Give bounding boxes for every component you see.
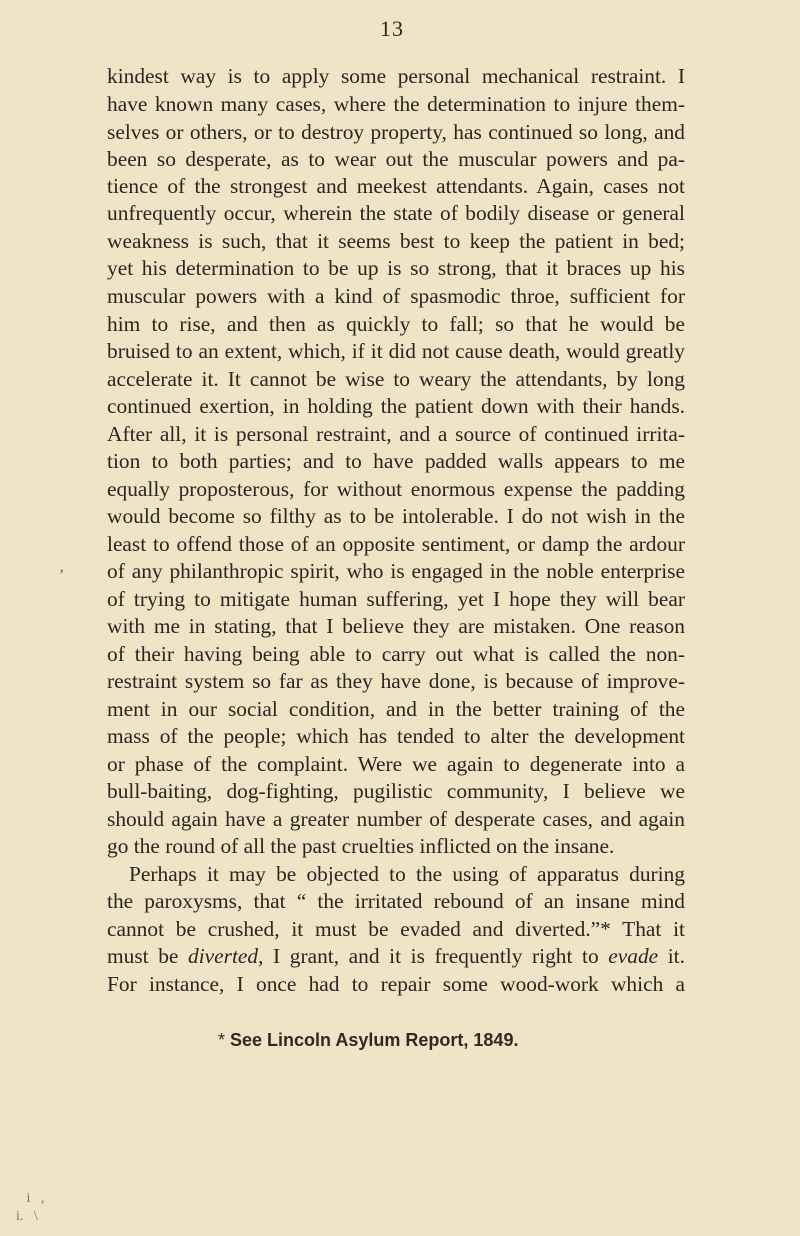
text-line: tion to both parties; and to have padded walls appears to me	[107, 449, 685, 473]
italic-evade: evade	[608, 944, 659, 968]
text-line: have known many cases, where the determination to injure them-	[107, 92, 685, 116]
text-line: tience of the strongest and meekest attendants. Again, cases not	[107, 174, 685, 198]
italic-diverted: diverted	[188, 944, 259, 968]
paragraph-2-line: cannot be crushed, it must be evaded and diverted.”* That it	[107, 917, 685, 941]
text-line: muscular powers with a kind of spasmodic throe, sufficient for	[107, 284, 685, 308]
text-line: him to rise, and then as quickly to fall; so that he would be	[107, 312, 685, 336]
text-line: bruised to an extent, which, if it did not cause death, would greatly	[107, 339, 685, 363]
text-line: with me in stating, that I believe they are mistaken. One reason	[107, 614, 685, 638]
text-line: accelerate it. It cannot be wise to weary the attendants, by long	[107, 367, 685, 391]
footnote-mark: *	[218, 1030, 226, 1050]
text-line: least to offend those of an opposite sentiment, or damp the ardour	[107, 532, 685, 556]
edge-marks: i , i. \	[16, 1191, 45, 1224]
footnote-text: See Lincoln Asylum Report, 1849.	[230, 1030, 519, 1050]
text-line: yet his determination to be up is so strong, that it braces up his	[107, 256, 685, 280]
text-line: of their having being able to carry out what is called the non-	[107, 642, 685, 666]
text-run: it.	[658, 944, 685, 968]
footnote	[218, 1030, 618, 1050]
text-line: or phase of the complaint. Were we again to degenerate into a	[107, 752, 685, 776]
text-line: continued exertion, in holding the patient down with their hands.	[107, 394, 685, 418]
text-line: restraint system so far as they have done, is because of improve-	[107, 669, 685, 693]
text-line: ment in our social condition, and in the better training of the	[107, 697, 685, 721]
stray-ink-mark: ’	[59, 567, 65, 584]
text-line: mass of the people; which has tended to alter the development	[107, 724, 685, 748]
text-line: bull-baiting, dog-fighting, pugilistic community, I believe we	[107, 779, 685, 803]
text-line: of trying to mitigate human suffering, yet I hope they will bear	[107, 587, 685, 611]
text-line: of any philanthropic spirit, who is engaged in the noble enterprise	[107, 559, 685, 583]
paragraph-2-line: the paroxysms, that “ the irritated rebound of an insane mind	[107, 889, 685, 913]
text-line: go the round of all the past cruelties inflicted on the insane.	[107, 834, 615, 858]
text-line: selves or others, or to destroy property, has continued so long, and	[107, 120, 685, 144]
page-number: 13	[380, 16, 404, 41]
paragraph-2-line: Perhaps it may be objected to the using of apparatus during	[129, 862, 685, 886]
paragraph-2-line	[107, 943, 685, 969]
text-line: equally proposterous, for without enormous expense the padding	[107, 477, 685, 501]
text-line: would become so filthy as to be intolerable. I do not wish in the	[107, 504, 685, 528]
text-line: After all, it is personal restraint, and a source of continued irrita-	[107, 422, 685, 446]
paragraph-2-line: For instance, I once had to repair some wood-work which a	[107, 972, 685, 996]
text-run: , I grant, and it is frequently right to	[258, 944, 609, 968]
text-line: should again have a greater number of desperate cases, and again	[107, 807, 685, 831]
text-run: must be	[107, 944, 188, 968]
text-line: been so desperate, as to wear out the muscular powers and pa-	[107, 147, 685, 171]
text-line: kindest way is to apply some personal mechanical restraint. I	[107, 64, 685, 88]
text-line: weakness is such, that it seems best to keep the patient in bed;	[107, 229, 685, 253]
text-line: unfrequently occur, wherein the state of bodily disease or general	[107, 201, 685, 225]
